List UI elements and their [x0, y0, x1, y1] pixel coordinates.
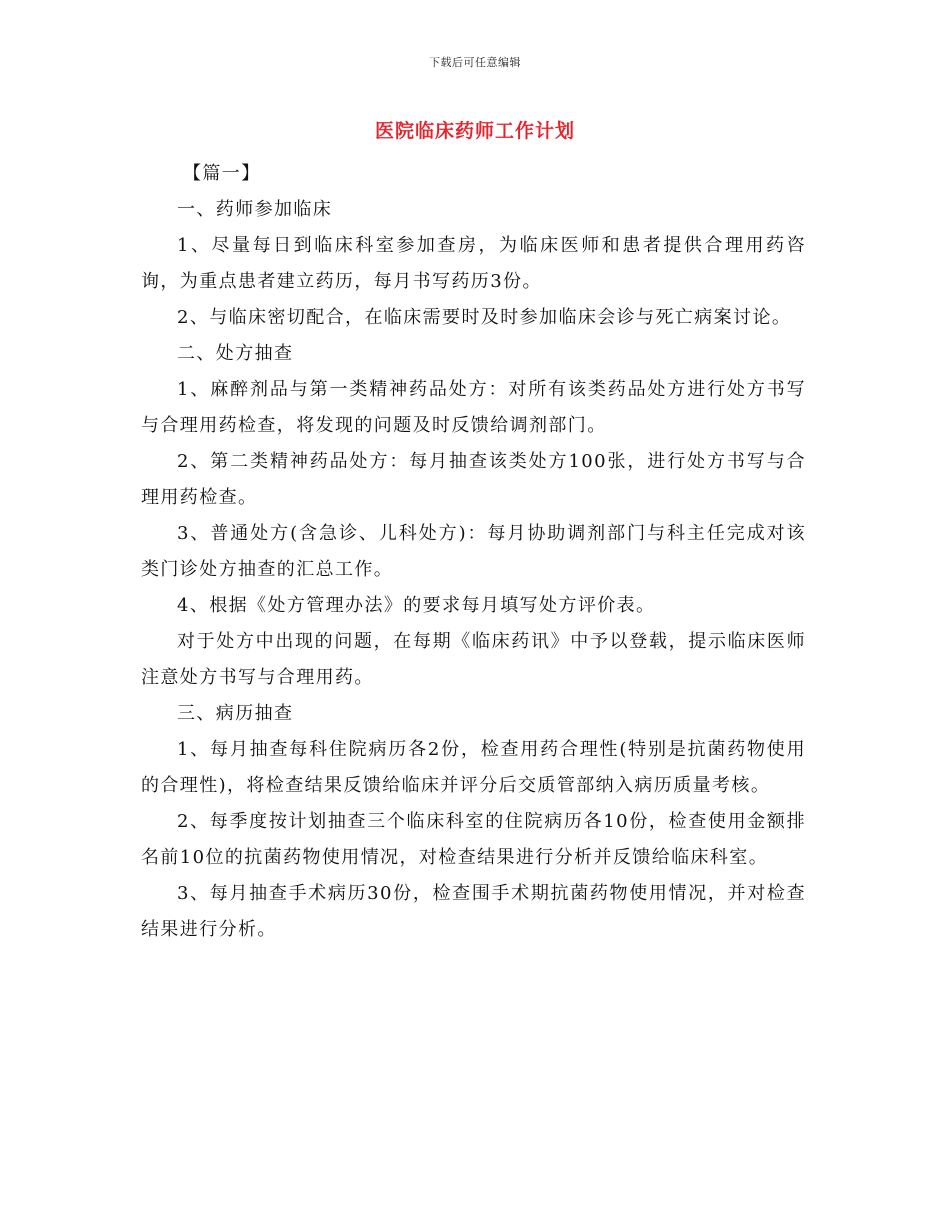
body-paragraph: 2、每季度按计划抽查三个临床科室的住院病历各10份，检查使用金额排名前10位的抗菌药物使用情况，对检查结果进行分析并反馈给临床科室。	[141, 811, 806, 868]
body-paragraph: 3、普通处方(含急诊、儿科处方)：每月协助调剂部门与科主任完成对该类门诊处方抽查的汇总工作。	[141, 523, 806, 580]
section-heading: 一、药师参加临床	[177, 199, 333, 220]
section-heading: 三、病历抽查	[177, 703, 294, 724]
document-title: 医院临床药师工作计划	[374, 120, 575, 142]
section-tag: 【篇一】	[183, 163, 261, 184]
section-heading: 二、处方抽查	[177, 343, 294, 364]
body-paragraph: 3、每月抽查手术病历30份，检查围手术期抗菌药物使用情况，并对检查结果进行分析。	[141, 883, 806, 940]
body-paragraph: 4、根据《处方管理办法》的要求每月填写处方评价表。	[177, 595, 656, 616]
body-paragraph: 2、与临床密切配合，在临床需要时及时参加临床会诊与死亡病案讨论。	[177, 307, 792, 328]
document-body	[141, 156, 806, 948]
page-header: 下载后可任意编辑	[429, 56, 521, 69]
body-paragraph: 1、每月抽查每科住院病历各2份，检查用药合理性(特别是抗菌药物使用的合理性)，将检查结果反馈给临床并评分后交质管部纳入病历质量考核。	[141, 739, 806, 796]
body-paragraph: 1、尽量每日到临床科室参加查房，为临床医师和患者提供合理用药咨询，为重点患者建立药历，每月书写药历3份。	[141, 235, 806, 292]
body-paragraph: 1、麻醉剂品与第一类精神药品处方：对所有该类药品处方进行处方书写与合理用药检查，将发现的问题及时反馈给调剂部门。	[141, 379, 806, 436]
body-paragraph: 2、第二类精神药品处方：每月抽查该类处方100张，进行处方书写与合理用药检查。	[141, 451, 806, 508]
body-paragraph: 对于处方中出现的问题，在每期《临床药讯》中予以登载，提示临床医师注意处方书写与合理用药。	[141, 631, 806, 688]
